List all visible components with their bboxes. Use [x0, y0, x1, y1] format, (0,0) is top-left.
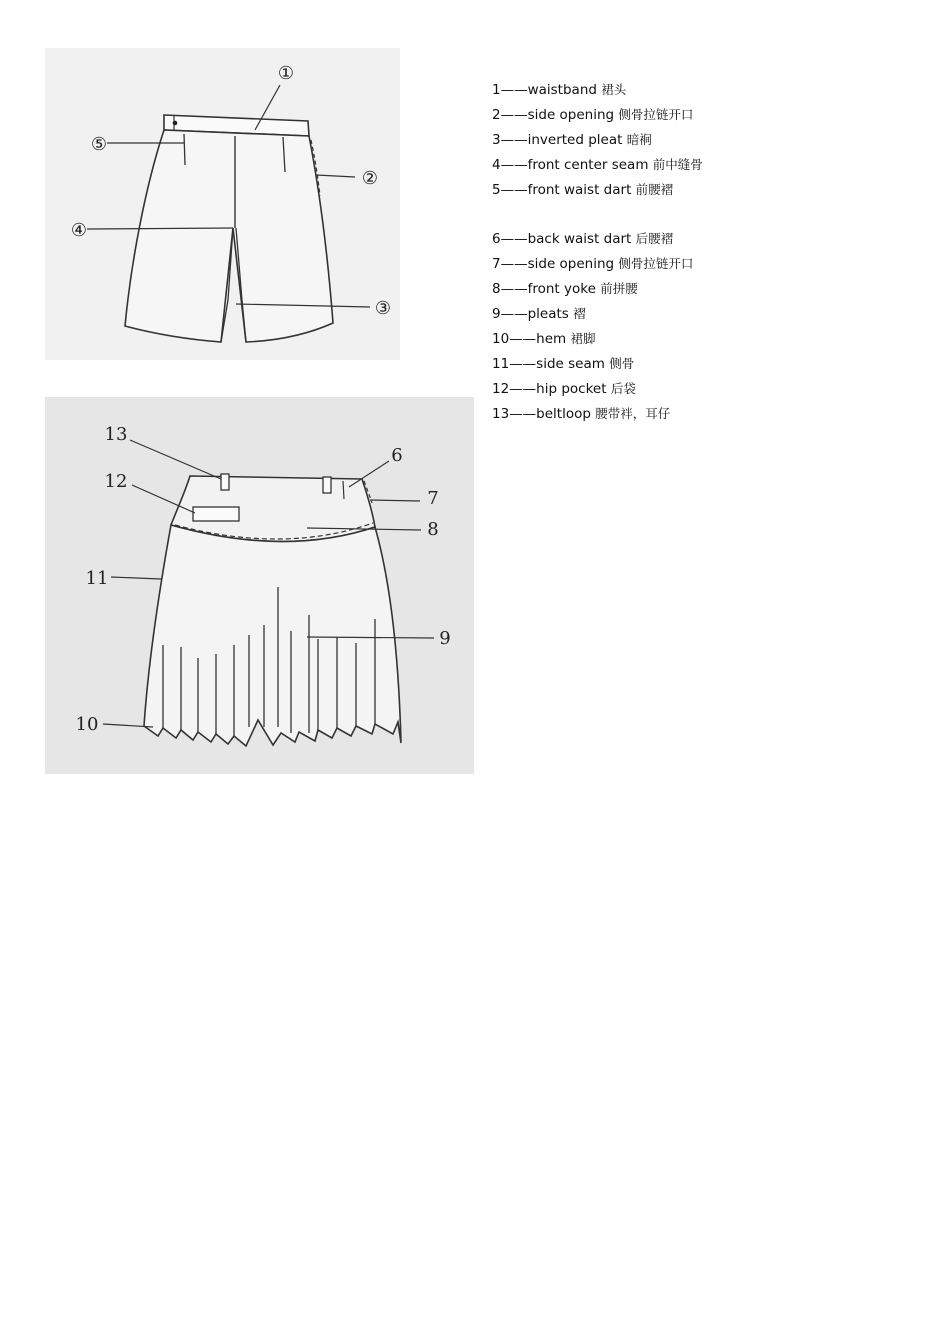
callout-4: ④ — [70, 220, 88, 241]
callout-7: 7 — [427, 488, 439, 509]
front-skirt-diagram — [45, 48, 400, 360]
parts-legend — [492, 78, 703, 427]
skirt-body — [125, 130, 333, 342]
legend-item-8: 8——front yoke 前拼腰 — [492, 281, 638, 298]
legend-item-2: 2——side opening 侧骨拉链开口 — [492, 106, 694, 123]
legend-item-7: 7——side opening 侧骨拉链开口 — [492, 256, 694, 273]
callout-9: 9 — [439, 628, 451, 649]
callout-2: ② — [361, 168, 379, 189]
callout-10: 10 — [75, 714, 99, 735]
callout-1: ① — [277, 63, 295, 84]
callout-6: 6 — [391, 445, 403, 466]
legend-item-13: 13——beltloop 腰带袢，耳仔 — [492, 405, 671, 422]
hip-pocket — [193, 507, 239, 521]
legend-item-5: 5——front waist dart 前腰褶 — [492, 181, 674, 198]
legend-item-4: 4——front center seam 前中缝骨 — [492, 156, 703, 173]
callout-5: ⑤ — [90, 134, 108, 155]
legend-item-3: 3——inverted pleat 暗裥 — [492, 131, 652, 148]
beltloop-right — [323, 477, 331, 493]
callout-12: 12 — [104, 471, 128, 492]
legend-item-10: 10——hem 裙脚 — [492, 331, 596, 348]
callout-3: ③ — [374, 298, 392, 319]
front-skirt-drawing — [45, 48, 400, 360]
legend-item-11: 11——side seam 侧骨 — [492, 355, 635, 372]
callout-13: 13 — [104, 424, 128, 445]
legend-item-1: 1——waistband 裙头 — [492, 82, 627, 98]
legend-item-9: 9——pleats 褶 — [492, 306, 586, 323]
beltloop-left — [221, 474, 229, 490]
back-skirt-diagram — [45, 397, 474, 774]
legend-item-12: 12——hip pocket 后袋 — [492, 380, 636, 397]
legend-item-6: 6——back waist dart 后腰褶 — [492, 231, 674, 248]
back-skirt-drawing — [45, 397, 474, 774]
callout-8: 8 — [427, 519, 439, 540]
pleated-body — [144, 525, 401, 746]
waistband-button — [173, 121, 178, 126]
callout-11: 11 — [85, 568, 109, 589]
